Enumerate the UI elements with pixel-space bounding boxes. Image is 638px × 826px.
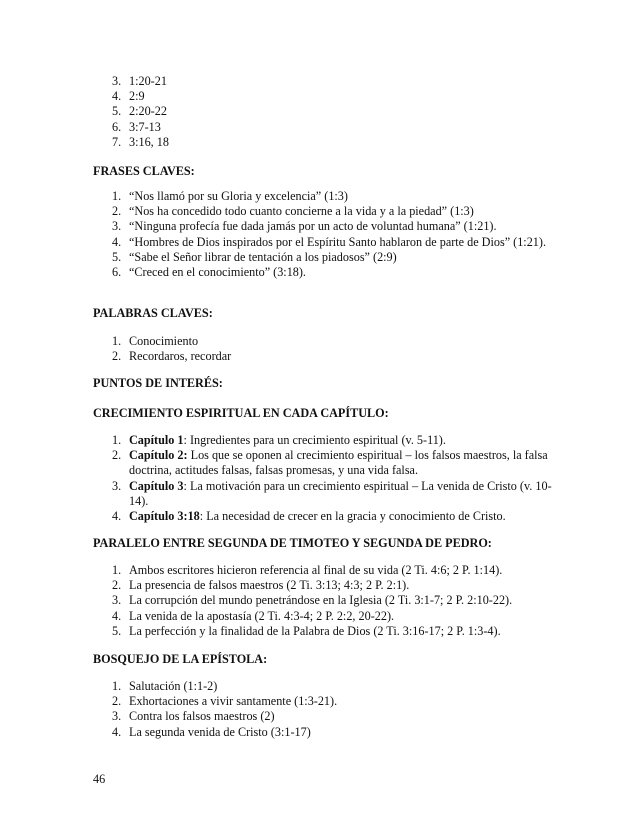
palabras-claves-heading: PALABRAS CLAVES: <box>93 306 213 320</box>
chapter-label: Capítulo 2: <box>129 448 188 463</box>
list-item: 4. Capítulo 3:18: La necesidad de crecer en la gracia y conocimiento de Cristo. <box>112 509 506 524</box>
list-item: 5. “Sabe el Señor librar de tentación a los piadosos” (2:9) <box>112 249 397 264</box>
list-item: 1. Ambos escritores hicieron referencia al final de su vida (2 Ti. 4:6; 2 P. 1:14). <box>112 563 503 577</box>
list-item: 5. La perfección y la finalidad de la Palabra de Dios (2 Ti. 3:16-17; 2 P. 1:3-4). <box>112 623 501 638</box>
list-item: 2. Exhortaciones a vivir santamente (1:3-21). <box>112 694 338 709</box>
list-item: 4. La segunda venida de Cristo (3:1-17) <box>112 724 311 739</box>
reference-list <box>112 74 552 150</box>
page-number: 46 <box>93 772 106 786</box>
bosquejo-list <box>112 679 552 740</box>
crecimiento-list <box>112 433 552 524</box>
list-item: 2. “Nos ha concedido todo cuanto concierne a la vida y a la piedad” (1:3) <box>112 204 474 219</box>
list-item: 3. Contra los falsos maestros (2) <box>112 709 275 724</box>
list-item: 1. “Nos llamó por su Gloria y excelencia” (1:3) <box>112 189 348 203</box>
paralelo-heading: PARALELO ENTRE SEGUNDA DE TIMOTEO Y SEGUNDA DE PEDRO: <box>93 536 492 550</box>
list-item: 1. Conocimiento <box>112 334 199 348</box>
list-item: 2. Capítulo 2: Los que se oponen al crecimiento espiritual – los falsos maestros, la falsa doctrina, actitudes falsas, falsas promesas, y una vida falsa. <box>112 448 548 478</box>
list-item: 3. 1:20-21 <box>112 74 167 88</box>
puntos-interes-heading: PUNTOS DE INTERÉS: <box>93 376 223 390</box>
chapter-label: Capítulo 3:18 <box>129 509 200 524</box>
chapter-label: Capítulo 1 <box>129 433 184 447</box>
list-item: 5. 2:20-22 <box>112 104 167 119</box>
paralelo-list <box>112 563 552 639</box>
frases-claves-list <box>112 189 552 280</box>
list-item: 2. La presencia de falsos maestros (2 Ti. 3:13; 4:3; 2 P. 2:1). <box>112 578 410 593</box>
list-item: 4. La venida de la apostasía (2 Ti. 4:3-4; 2 P. 2:2, 20-22). <box>112 608 395 623</box>
list-item: 2. Recordaros, recordar <box>112 349 232 364</box>
palabras-claves-list <box>112 334 552 364</box>
frases-claves-heading: FRASES CLAVES: <box>93 164 195 178</box>
list-item: 7. 3:16, 18 <box>112 134 169 149</box>
list-item: 4. 2:9 <box>112 89 145 104</box>
list-item: 4. “Hombres de Dios inspirados por el Espíritu Santo hablaron de parte de Dios” (1:21). <box>112 234 546 249</box>
list-item: 6. “Creced en el conocimiento” (3:18). <box>112 265 306 280</box>
list-item: 6. 3:7-13 <box>112 119 161 134</box>
list-item: 1. Salutación (1:1-2) <box>112 679 218 693</box>
chapter-label: Capítulo 3 <box>129 478 184 493</box>
list-item: 1. Capítulo 1: Ingredientes para un crecimiento espiritual (v. 5-11). <box>112 433 446 447</box>
crecimiento-heading: CRECIMIENTO ESPIRITUAL EN CADA CAPÍTULO: <box>93 406 389 420</box>
list-item: 3. “Ninguna profecía fue dada jamás por un acto de voluntad humana” (1:21). <box>112 219 497 234</box>
list-item: 3. Capítulo 3: La motivación para un crecimiento espiritual – La venida de Cristo (v. 10-14). <box>112 478 552 508</box>
list-item: 3. La corrupción del mundo penetrándose en la Iglesia (2 Ti. 3:1-7; 2 P. 2:10-22). <box>112 593 513 608</box>
bosquejo-heading: BOSQUEJO DE LA EPÍSTOLA: <box>93 652 268 666</box>
